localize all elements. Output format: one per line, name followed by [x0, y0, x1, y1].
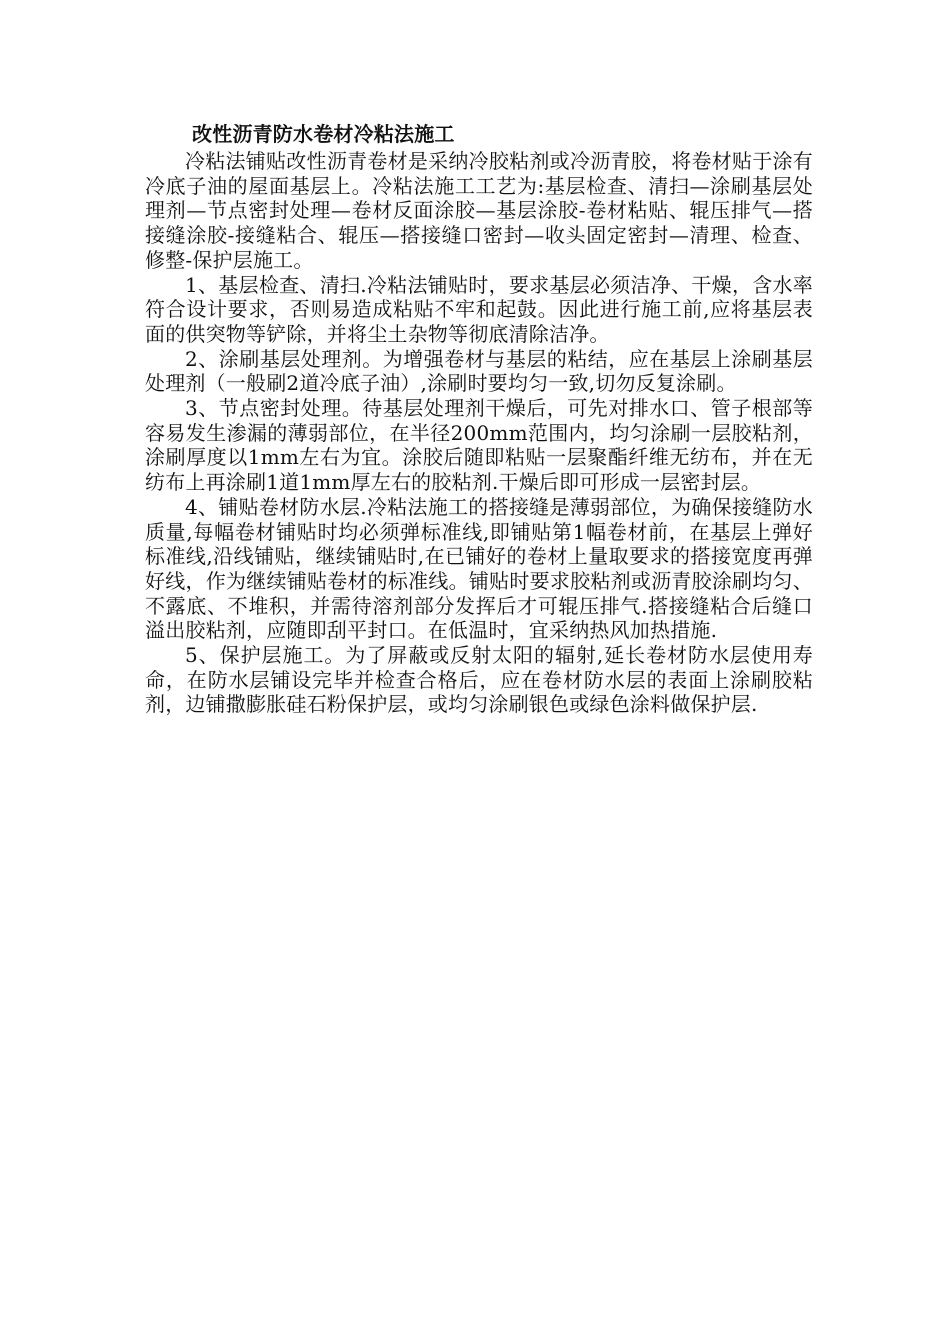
document-title: 改性沥青防水卷材冷粘法施工	[192, 122, 455, 146]
paragraph-step-4: 4、铺贴卷材防水层.冷粘法施工的搭接缝是薄弱部位，为确保接缝防水质量,每幅卷材铺贴时均必须弹标准线,即铺贴第1幅卷材前，在基层上弹好标准线,沿线铺贴，继续铺贴时,在已铺好的卷材上量取要求的搭接宽度再弹好线，作为继续铺贴卷材的标准线。铺贴时要求胶粘剂或沥青胶涂刷均匀、不露底、不堆积，并需待溶剂部分发挥后才可辊压排气.搭接缝粘合后缝口溢出胶粘剂，应随即刮平封口。在低温时，宜采纳热风加热措施.	[145, 494, 813, 643]
paragraph-step-3: 3、节点密封处理。待基层处理剂干燥后，可先对排水口、管子根部等容易发生渗漏的薄弱部位，在半径200mm范围内，均匀涂刷一层胶粘剂，涂刷厚度以1mm左右为宜。涂胶后随即粘贴一层聚酯纤维无纺布，并在无纺布上再涂刷1道1mm厚左右的胶粘剂.干燥后即可形成一层密封层。	[145, 396, 813, 495]
document-body	[145, 119, 813, 717]
paragraph-step-2: 2、涂刷基层处理剂。为增强卷材与基层的粘结，应在基层上涂刷基层处理剂（一般刷2道冷底子油）,涂刷时要均匀一致,切勿反复涂刷。	[145, 346, 813, 396]
paragraph-step-1: 1、基层检查、清扫.冷粘法铺贴时，要求基层必须洁净、干燥，含水率符合设计要求，否则易造成粘贴不牢和起鼓。因此进行施工前,应将基层表面的供突物等铲除，并将尘土杂物等彻底清除洁净。	[145, 272, 813, 346]
paragraph-intro: 冷粘法铺贴改性沥青卷材是采纳冷胶粘剂或冷沥青胶，将卷材贴于涂有冷底子油的屋面基层上。冷粘法施工工艺为:基层检查、清扫—涂刷基层处理剂—节点密封处理—卷材反面涂胶—基层涂胶-卷材粘贴、辊压排气—搭接缝涂胶-接缝粘合、辊压—搭接缝口密封—收头固定密封—清理、检查、修整-保护层施工。	[145, 149, 813, 272]
paragraph-step-5: 5、保护层施工。为了屏蔽或反射太阳的辐射,延长卷材防水层使用寿命，在防水层铺设完毕并检查合格后，应在卷材防水层的表面上涂刷胶粘剂，边铺撒膨胀硅石粉保护层，或均匀涂刷银色或绿色涂料做保护层.	[145, 643, 813, 717]
